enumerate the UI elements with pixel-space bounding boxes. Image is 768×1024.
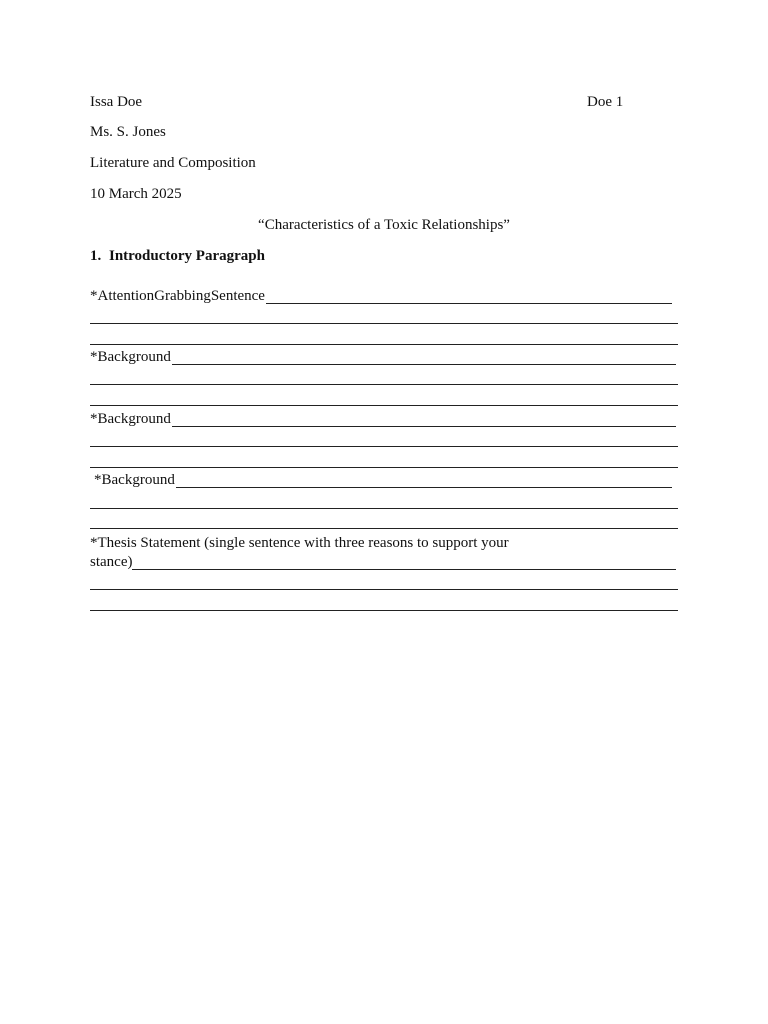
thesis-answer-line[interactable]	[132, 569, 676, 570]
thesis-answer-line[interactable]	[90, 589, 678, 590]
attention-answer-line[interactable]	[90, 323, 678, 324]
section-heading: Introductory Paragraph	[109, 248, 265, 264]
thesis-answer-line[interactable]	[90, 610, 678, 611]
attention-answer-line[interactable]	[266, 303, 672, 304]
background-2-answer-line[interactable]	[90, 467, 678, 468]
thesis-prompt-line1: *Thesis Statement (single sentence with three reasons to support your	[90, 535, 509, 551]
background-prompt-1: *Background	[90, 349, 171, 365]
section-number: 1.	[90, 248, 102, 264]
essay-title: “Characteristics of a Toxic Relationships”	[258, 217, 510, 233]
course-name: Literature and Composition	[90, 155, 256, 171]
background-prompt-3: *Background	[94, 472, 175, 488]
teacher-name: Ms. S. Jones	[90, 124, 166, 140]
background-prompt-2: *Background	[90, 411, 171, 427]
attention-prompt: *AttentionGrabbingSentence	[90, 288, 265, 304]
background-3-answer-line[interactable]	[90, 508, 678, 509]
background-1-answer-line[interactable]	[90, 384, 678, 385]
background-2-answer-line[interactable]	[172, 426, 676, 427]
thesis-prompt-line2: stance)	[90, 554, 133, 570]
background-3-answer-line[interactable]	[90, 528, 678, 529]
document-date: 10 March 2025	[90, 186, 182, 202]
background-3-answer-line[interactable]	[176, 487, 672, 488]
background-1-answer-line[interactable]	[172, 364, 676, 365]
background-1-answer-line[interactable]	[90, 405, 678, 406]
student-name: Issa Doe	[90, 94, 143, 110]
page-number-label: Doe 1	[587, 94, 624, 110]
background-2-answer-line[interactable]	[90, 446, 678, 447]
attention-answer-line[interactable]	[90, 344, 678, 345]
